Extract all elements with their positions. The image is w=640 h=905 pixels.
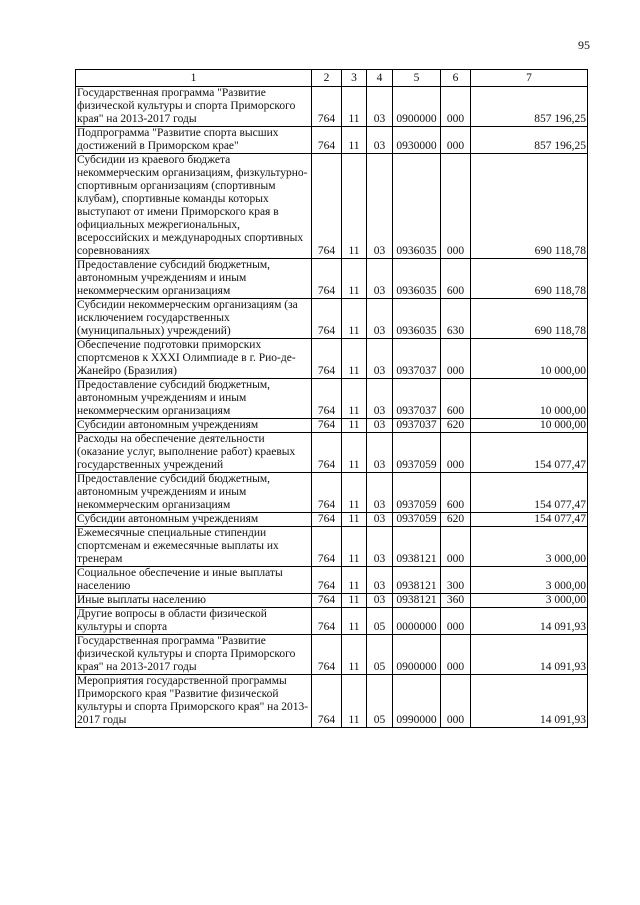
table-row [76,433,588,473]
section-code: 11 [342,433,367,473]
target-article-code: 0937037 [393,339,441,379]
section-code: 11 [342,154,367,259]
ministry-code: 764 [312,154,342,259]
subsection-code: 03 [367,594,393,608]
header-cell: 4 [367,70,393,87]
expense-type-code: 000 [441,87,471,127]
item-name: Расходы на обеспечение деятельности (оказание услуг, выполнение работ) краевых государственных учреждений [76,433,312,473]
amount: 14 091,93 [471,608,588,635]
table-row [76,299,588,339]
amount: 154 077,47 [471,513,588,527]
ministry-code: 764 [312,379,342,419]
item-name: Предоставление субсидий бюджетным, автономным учреждениям и иным некоммерческим организациям [76,379,312,419]
expense-type-code: 000 [441,635,471,675]
ministry-code: 764 [312,594,342,608]
item-name: Государственная программа "Развитие физической культуры и спорта Приморского края" на 2013-2017 годы [76,635,312,675]
section-code: 11 [342,608,367,635]
target-article-code: 0900000 [393,87,441,127]
amount: 857 196,25 [471,87,588,127]
target-article-code: 0936035 [393,299,441,339]
table-row [76,608,588,635]
header-row [76,70,588,87]
subsection-code: 03 [367,473,393,513]
section-code: 11 [342,259,367,299]
section-code: 11 [342,339,367,379]
target-article-code: 0936035 [393,259,441,299]
target-article-code: 0937059 [393,433,441,473]
header-cell: 6 [441,70,471,87]
item-name: Субсидии некоммерческим организациям (за исключением государственных (муниципальных) учреждений) [76,299,312,339]
amount: 14 091,93 [471,635,588,675]
expense-type-code: 000 [441,608,471,635]
item-name: Субсидии из краевого бюджета некоммерческим организациям, физкультурно-спортивным организациям (спортивным клубам), спортивные команды которых выступают от имени Приморского края в официальных межрегиональных, всероссийских и международных спортивных соревнованиях [76,154,312,259]
expense-type-code: 000 [441,433,471,473]
section-code: 11 [342,675,367,728]
ministry-code: 764 [312,339,342,379]
target-article-code: 0000000 [393,608,441,635]
expense-type-code: 600 [441,473,471,513]
expense-type-code: 620 [441,419,471,433]
item-name: Мероприятия государственной программы Приморского края "Развитие физической культуры и спорта Приморского края" на 2013-2017 годы [76,675,312,728]
target-article-code: 0900000 [393,635,441,675]
table-row [76,473,588,513]
table-row [76,635,588,675]
section-code: 11 [342,567,367,594]
item-name: Государственная программа "Развитие физической культуры и спорта Приморского края" на 2013-2017 годы [76,87,312,127]
header-cell: 3 [342,70,367,87]
target-article-code: 0930000 [393,127,441,154]
amount: 10 000,00 [471,419,588,433]
subsection-code: 03 [367,339,393,379]
item-name: Другие вопросы в области физической культуры и спорта [76,608,312,635]
subsection-code: 03 [367,127,393,154]
header-cell: 2 [312,70,342,87]
target-article-code: 0938121 [393,567,441,594]
section-code: 11 [342,87,367,127]
item-name: Обеспечение подготовки приморских спортсменов к XXXI Олимпиаде в г. Рио-де-Жанейро (Бразилия) [76,339,312,379]
ministry-code: 764 [312,513,342,527]
expense-type-code: 620 [441,513,471,527]
expense-type-code: 600 [441,379,471,419]
subsection-code: 05 [367,635,393,675]
table-row [76,419,588,433]
subsection-code: 03 [367,433,393,473]
subsection-code: 05 [367,608,393,635]
ministry-code: 764 [312,299,342,339]
header-cell: 1 [76,70,312,87]
item-name: Социальное обеспечение и иные выплаты населению [76,567,312,594]
subsection-code: 03 [367,259,393,299]
item-name: Иные выплаты населению [76,594,312,608]
section-code: 11 [342,635,367,675]
table-row [76,127,588,154]
subsection-code: 03 [367,567,393,594]
expense-type-code: 300 [441,567,471,594]
amount: 14 091,93 [471,675,588,728]
item-name: Ежемесячные специальные стипендии спортсменам и ежемесячные выплаты их тренерам [76,527,312,567]
target-article-code: 0938121 [393,594,441,608]
ministry-code: 764 [312,259,342,299]
expense-type-code: 000 [441,127,471,154]
subsection-code: 03 [367,419,393,433]
amount: 690 118,78 [471,154,588,259]
item-name: Субсидии автономным учреждениям [76,513,312,527]
amount: 10 000,00 [471,379,588,419]
table-row [76,567,588,594]
table-row [76,513,588,527]
section-code: 11 [342,127,367,154]
subsection-code: 03 [367,87,393,127]
table-row [76,259,588,299]
target-article-code: 0937059 [393,473,441,513]
item-name: Предоставление субсидий бюджетным, автономным учреждениям и иным некоммерческим организациям [76,473,312,513]
section-code: 11 [342,419,367,433]
subsection-code: 03 [367,299,393,339]
expense-type-code: 000 [441,675,471,728]
ministry-code: 764 [312,675,342,728]
header-cell: 7 [471,70,588,87]
ministry-code: 764 [312,433,342,473]
section-code: 11 [342,473,367,513]
subsection-code: 05 [367,675,393,728]
table-row [76,379,588,419]
target-article-code: 0990000 [393,675,441,728]
amount: 690 118,78 [471,259,588,299]
ministry-code: 764 [312,87,342,127]
expense-type-code: 000 [441,527,471,567]
table-row [76,675,588,728]
page-number: 95 [578,38,590,52]
budget-table [75,69,588,728]
expense-type-code: 600 [441,259,471,299]
expense-type-code: 000 [441,154,471,259]
expense-type-code: 000 [441,339,471,379]
target-article-code: 0937037 [393,379,441,419]
table-row [76,87,588,127]
section-code: 11 [342,527,367,567]
ministry-code: 764 [312,635,342,675]
ministry-code: 764 [312,527,342,567]
subsection-code: 03 [367,154,393,259]
amount: 3 000,00 [471,527,588,567]
table-row [76,527,588,567]
ministry-code: 764 [312,567,342,594]
expense-type-code: 360 [441,594,471,608]
ministry-code: 764 [312,127,342,154]
ministry-code: 764 [312,419,342,433]
expense-type-code: 630 [441,299,471,339]
item-name: Предоставление субсидий бюджетным, автономным учреждениям и иным некоммерческим организациям [76,259,312,299]
section-code: 11 [342,299,367,339]
table-row [76,154,588,259]
header-cell: 5 [393,70,441,87]
subsection-code: 03 [367,513,393,527]
amount: 3 000,00 [471,594,588,608]
table-row [76,594,588,608]
item-name: Субсидии автономным учреждениям [76,419,312,433]
table-row [76,339,588,379]
section-code: 11 [342,594,367,608]
subsection-code: 03 [367,379,393,419]
amount: 10 000,00 [471,339,588,379]
target-article-code: 0938121 [393,527,441,567]
amount: 690 118,78 [471,299,588,339]
section-code: 11 [342,513,367,527]
amount: 3 000,00 [471,567,588,594]
amount: 154 077,47 [471,473,588,513]
amount: 154 077,47 [471,433,588,473]
ministry-code: 764 [312,473,342,513]
target-article-code: 0937059 [393,513,441,527]
ministry-code: 764 [312,608,342,635]
target-article-code: 0936035 [393,154,441,259]
subsection-code: 03 [367,527,393,567]
section-code: 11 [342,379,367,419]
target-article-code: 0937037 [393,419,441,433]
amount: 857 196,25 [471,127,588,154]
item-name: Подпрограмма "Развитие спорта высших достижений в Приморском крае" [76,127,312,154]
